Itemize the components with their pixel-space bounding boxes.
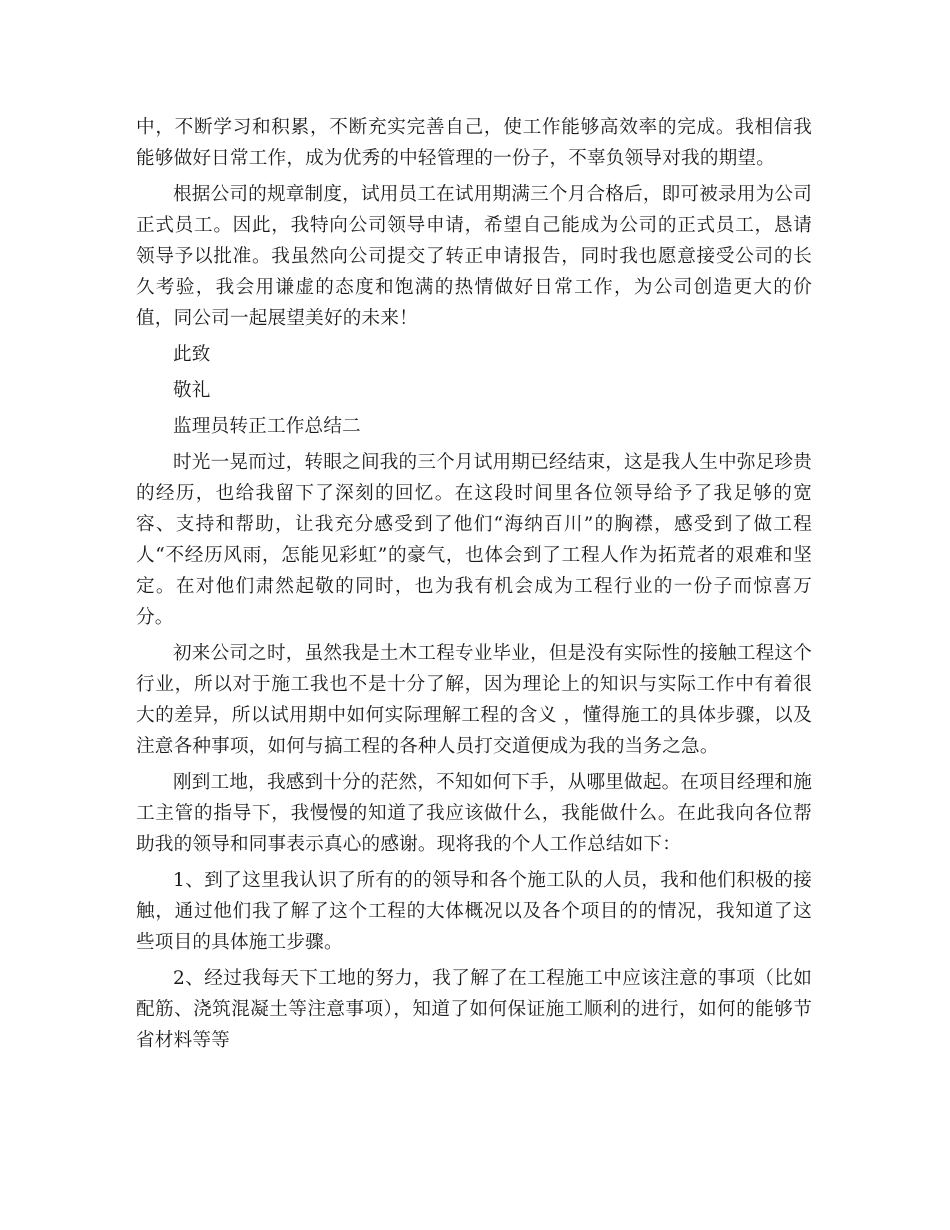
section-title: 监理员转正工作总结二 bbox=[173, 416, 361, 437]
list-item-1: 1、到了这里我认识了所有的的领导和各个施工队的人员，我和他们积极的接触，通过他们我了解了这个工程的大体概况以及各个项目的的情况，我知道了这些项目的具体施工步骤。 bbox=[136, 870, 812, 953]
paragraph-intro: 时光一晃而过，转眼之间我的三个月试用期已经结束，这是我人生中弥足珍贵的经历，也给我留下了深刻的回忆。在这段时间里各位领导给予了我足够的宽容、支持和帮助，让我充分感受到了他们“海纳百川”的胸襟，感受到了做工程人“不经历风雨，怎能见彩虹”的豪气，也体会到了工程人作为拓荒者的艰难和坚定。在对他们肃然起敬的同时，也为我有机会成为工程行业的一份子而惊喜万分。 bbox=[136, 452, 812, 628]
closing-regards: 敬礼 bbox=[173, 380, 211, 401]
list-item-2: 2、经过我每天下工地的努力，我了解了在工程施工中应该注意的事项（比如配筋、浇筑混凝土等注意事项），知道了如何保证施工顺利的进行，如何的能够节省材料等等 bbox=[136, 968, 812, 1051]
paragraph-continuation: 中，不断学习和积累，不断充实完善自己，使工作能够高效率的完成。我相信我能够做好日常工作，成为优秀的中轻管理的一份子，不辜负领导对我的期望。 bbox=[136, 117, 812, 169]
closing-salutation: 此致 bbox=[173, 344, 211, 365]
document-body bbox=[136, 112, 812, 1056]
paragraph-background: 初来公司之时，虽然我是土木工程专业毕业，但是没有实际性的接触工程这个行业，所以对于施工我也不是十分了解，因为理论上的知识与实际工作中有着很大的差异，所以试用期中如何实际理解工程的含义 ，懂得施工的具体步骤，以及注意各种事项，如何与搞工程的各种人员打交道便成为我的当务之急。 bbox=[136, 643, 812, 757]
paragraph-onsite: 刚到工地，我感到十分的茫然，不知如何下手，从哪里做起。在项目经理和施工主管的指导下，我慢慢的知道了我应该做什么，我能做什么。在此我向各位帮助我的领导和同事表示真心的感谢。现将我的个人工作总结如下： bbox=[136, 772, 812, 855]
paragraph-probation-rules: 根据公司的规章制度，试用员工在试用期满三个月合格后，即可被录用为公司正式员工。因此，我特向公司领导申请，希望自己能成为公司的正式员工，恳请领导予以批准。我虽然向公司提交了转正申请报告，同时我也愿意接受公司的长久考验，我会用谦虚的态度和饱满的热情做好日常工作，为公司创造更大的价值，同公司一起展望美好的未来！ bbox=[136, 184, 812, 329]
